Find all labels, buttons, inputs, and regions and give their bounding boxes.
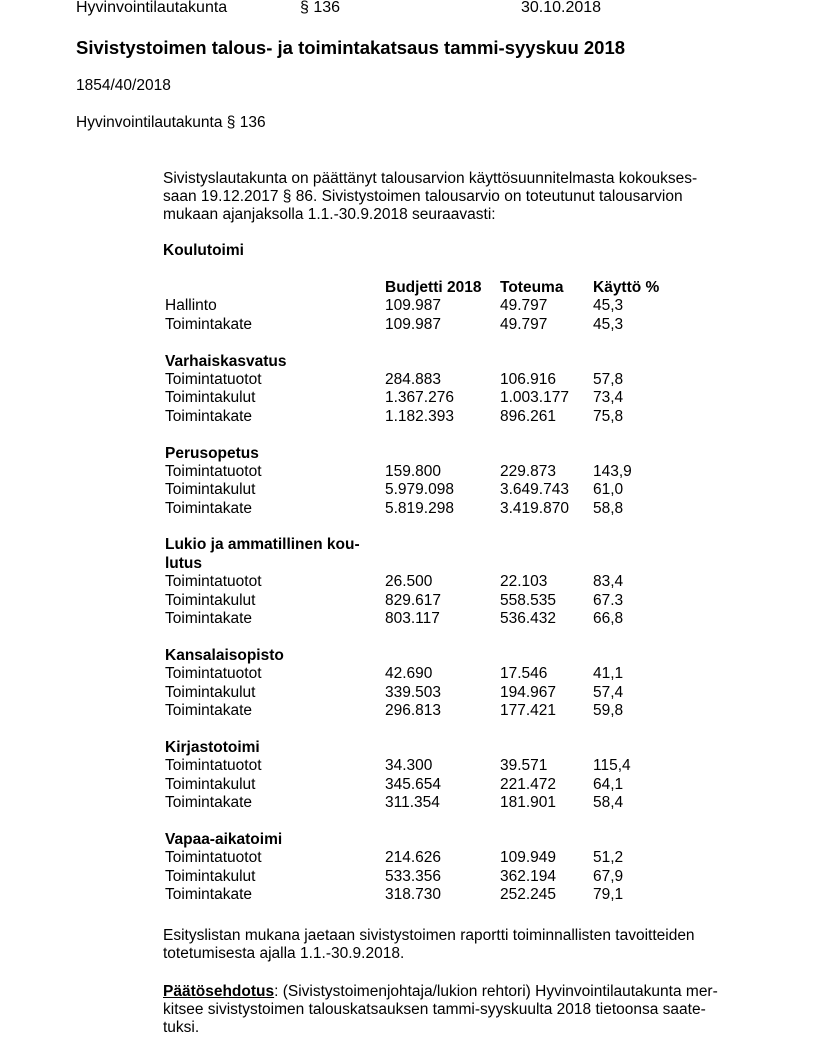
- group-title: Perusopetus: [165, 444, 259, 462]
- column-header-budget: Budjetti 2018: [385, 279, 482, 296]
- proposal-line: kitsee sivistystoimen talouskatsauksen tammi-syyskuulta 2018 tietoonsa saate-: [163, 1001, 706, 1018]
- row-label: Toimintakate: [165, 499, 253, 517]
- usage-value: 67,9: [593, 867, 624, 885]
- group-title-row: [163, 739, 673, 757]
- budget-value: 339.503: [385, 683, 442, 701]
- usage-value: 115,4: [593, 757, 631, 775]
- row-label: Toimintatuotot: [165, 573, 262, 591]
- row-label: Toimintakulut: [165, 389, 256, 407]
- actual-value: 109.949: [500, 849, 557, 867]
- budget-value: 533.356: [385, 867, 442, 885]
- table-row: [163, 297, 673, 315]
- usage-value: 58,8: [593, 499, 624, 517]
- actual-value: 177.421: [500, 701, 557, 719]
- actual-value: 181.901: [500, 793, 557, 811]
- actual-value: 221.472: [500, 775, 557, 793]
- budget-value: 109.987: [385, 315, 442, 333]
- usage-value: 41,1: [593, 665, 624, 683]
- budget-value: 318.730: [385, 885, 442, 903]
- intro-line: saan 19.12.2017 § 86. Sivistystoimen talousarvio on toteutunut talousarvion: [163, 188, 683, 205]
- table-row: [163, 500, 673, 518]
- table-header-row: [163, 279, 673, 297]
- table-row: [163, 757, 673, 775]
- row-label: Toimintakulut: [165, 775, 256, 793]
- budget-value: 296.813: [385, 701, 442, 719]
- group-title-row: [163, 536, 673, 554]
- reference-number: 1854/40/2018: [76, 77, 171, 94]
- table-row: [163, 592, 673, 610]
- table-row: [163, 481, 673, 499]
- budget-value: 803.117: [385, 610, 440, 628]
- usage-value: 73,4: [593, 389, 624, 407]
- usage-value: 57,4: [593, 683, 624, 701]
- table-row: [163, 463, 673, 481]
- header-section: § 136: [300, 0, 341, 16]
- group-title-row: [163, 555, 673, 573]
- actual-value: 22.103: [500, 573, 548, 591]
- budget-value: 5.819.298: [385, 499, 454, 517]
- proposal-line: [163, 983, 743, 1001]
- actual-value: 896.261: [500, 407, 557, 425]
- column-header-usage: Käyttö %: [593, 279, 660, 296]
- usage-value: 59,8: [593, 701, 624, 719]
- intro-paragraph: [163, 170, 743, 224]
- budget-value: 284.883: [385, 370, 442, 388]
- row-label: Toimintatuotot: [165, 462, 262, 480]
- usage-value: 75,8: [593, 407, 624, 425]
- row-label: Toimintakate: [165, 701, 253, 719]
- group-title-row: [163, 353, 673, 371]
- header-board: Hyvinvointilautakunta: [76, 0, 228, 16]
- table-row: [163, 573, 673, 591]
- actual-value: 252.245: [500, 885, 557, 903]
- table-row: [163, 408, 673, 426]
- usage-value: 51,2: [593, 849, 624, 867]
- group-title: Kirjastotoimi: [165, 738, 260, 756]
- actual-value: 558.535: [500, 591, 557, 609]
- row-label: Toimintakate: [165, 885, 253, 903]
- group-title: Varhaiskasvatus: [165, 352, 287, 370]
- usage-value: 64,1: [593, 775, 624, 793]
- table-row: [163, 776, 673, 794]
- usage-value: 79,1: [593, 885, 624, 903]
- table-row: [163, 886, 673, 904]
- group-title-continued: lutus: [165, 554, 203, 572]
- column-header-actual: Toteuma: [500, 279, 564, 296]
- actual-value: 1.003.177: [500, 389, 569, 407]
- usage-value: 61,0: [593, 481, 624, 499]
- budget-value: 5.979.098: [385, 481, 454, 499]
- group-title-row: [163, 831, 673, 849]
- proposal-text: : (Sivistystoimenjohtaja/lukion rehtori) Hyvinvointilautakunta mer-: [274, 983, 718, 1000]
- table-row: [163, 684, 673, 702]
- budget-value: 34.300: [385, 757, 433, 775]
- report-line: Esityslistan mukana jaetaan sivistystoimen raportti toiminnallisten tavoitteiden: [163, 927, 695, 944]
- table-row: [163, 868, 673, 886]
- budget-value: 1.367.276: [385, 389, 454, 407]
- actual-value: 39.571: [500, 757, 548, 775]
- table-row: [163, 610, 673, 628]
- proposal-line: tuksi.: [163, 1019, 200, 1036]
- actual-value: 536.432: [500, 610, 557, 628]
- row-label: Hallinto: [165, 297, 217, 315]
- actual-value: 49.797: [500, 297, 548, 315]
- usage-value: 45,3: [593, 315, 624, 333]
- column-header-label: [163, 279, 385, 297]
- row-label: Toimintatuotot: [165, 849, 262, 867]
- group-title: Vapaa-aikatoimi: [165, 830, 283, 848]
- intro-line: Sivistyslautakunta on päättänyt talousarvion käyttösuunnitelmasta kokoukses-: [163, 170, 698, 187]
- actual-value: 106.916: [500, 370, 557, 388]
- row-label: Toimintakate: [165, 407, 253, 425]
- actual-value: 362.194: [500, 867, 557, 885]
- proposal-label: Päätösehdotus: [163, 983, 275, 1000]
- row-label: Toimintakate: [165, 793, 253, 811]
- budget-value: 1.182.393: [385, 407, 454, 425]
- actual-value: 49.797: [500, 315, 548, 333]
- row-label: Toimintakulut: [165, 683, 256, 701]
- table-row: [163, 371, 673, 389]
- budget-value: 26.500: [385, 573, 433, 591]
- usage-value: 83,4: [593, 573, 624, 591]
- intro-line: mukaan ajanjaksolla 1.1.-30.9.2018 seuraavasti:: [163, 206, 496, 223]
- table-row: [163, 849, 673, 867]
- table-row: [163, 702, 673, 720]
- section-title: Koulutoimi: [163, 242, 244, 259]
- row-label: Toimintakate: [165, 610, 253, 628]
- usage-value: 67.3: [593, 591, 624, 609]
- budget-value: 311.354: [385, 793, 440, 811]
- proposal-paragraph: [163, 983, 743, 1037]
- table-row: [163, 665, 673, 683]
- actual-value: 17.546: [500, 665, 548, 683]
- budget-value: 109.987: [385, 297, 442, 315]
- row-label: Toimintakulut: [165, 481, 256, 499]
- report-paragraph: [163, 927, 743, 963]
- budget-value: 829.617: [385, 591, 442, 609]
- budget-value: 42.690: [385, 665, 433, 683]
- table-row: [163, 389, 673, 407]
- group-title: Kansalaisopisto: [165, 646, 284, 664]
- actual-value: 229.873: [500, 462, 557, 480]
- budget-value: 159.800: [385, 462, 442, 480]
- budget-value: 214.626: [385, 849, 442, 867]
- table-row: [163, 794, 673, 812]
- document-title: Sivistystoimen talous- ja toimintakatsaus tammi-syyskuu 2018: [76, 37, 626, 58]
- usage-value: 143,9: [593, 462, 632, 480]
- row-label: Toimintakate: [165, 315, 253, 333]
- row-label: Toimintakulut: [165, 591, 256, 609]
- row-label: Toimintatuotot: [165, 665, 262, 683]
- actual-value: 3.419.870: [500, 499, 569, 517]
- table-row: [163, 316, 673, 334]
- group-title-row: [163, 445, 673, 463]
- group-title-row: [163, 647, 673, 665]
- usage-value: 45,3: [593, 297, 624, 315]
- usage-value: 66,8: [593, 610, 624, 628]
- row-label: Toimintakulut: [165, 867, 256, 885]
- budget-value: 345.654: [385, 775, 442, 793]
- group-title: Lukio ja ammatillinen kou-: [165, 536, 360, 554]
- board-section: Hyvinvointilautakunta § 136: [76, 114, 266, 131]
- budget-table: [163, 279, 673, 904]
- actual-value: 194.967: [500, 683, 557, 701]
- actual-value: 3.649.743: [500, 481, 569, 499]
- row-label: Toimintatuotot: [165, 757, 262, 775]
- header-date: 30.10.2018: [521, 0, 602, 16]
- usage-value: 58,4: [593, 793, 624, 811]
- usage-value: 57,8: [593, 370, 624, 388]
- row-label: Toimintatuotot: [165, 370, 262, 388]
- report-line: totetumisesta ajalla 1.1.-30.9.2018.: [163, 945, 405, 962]
